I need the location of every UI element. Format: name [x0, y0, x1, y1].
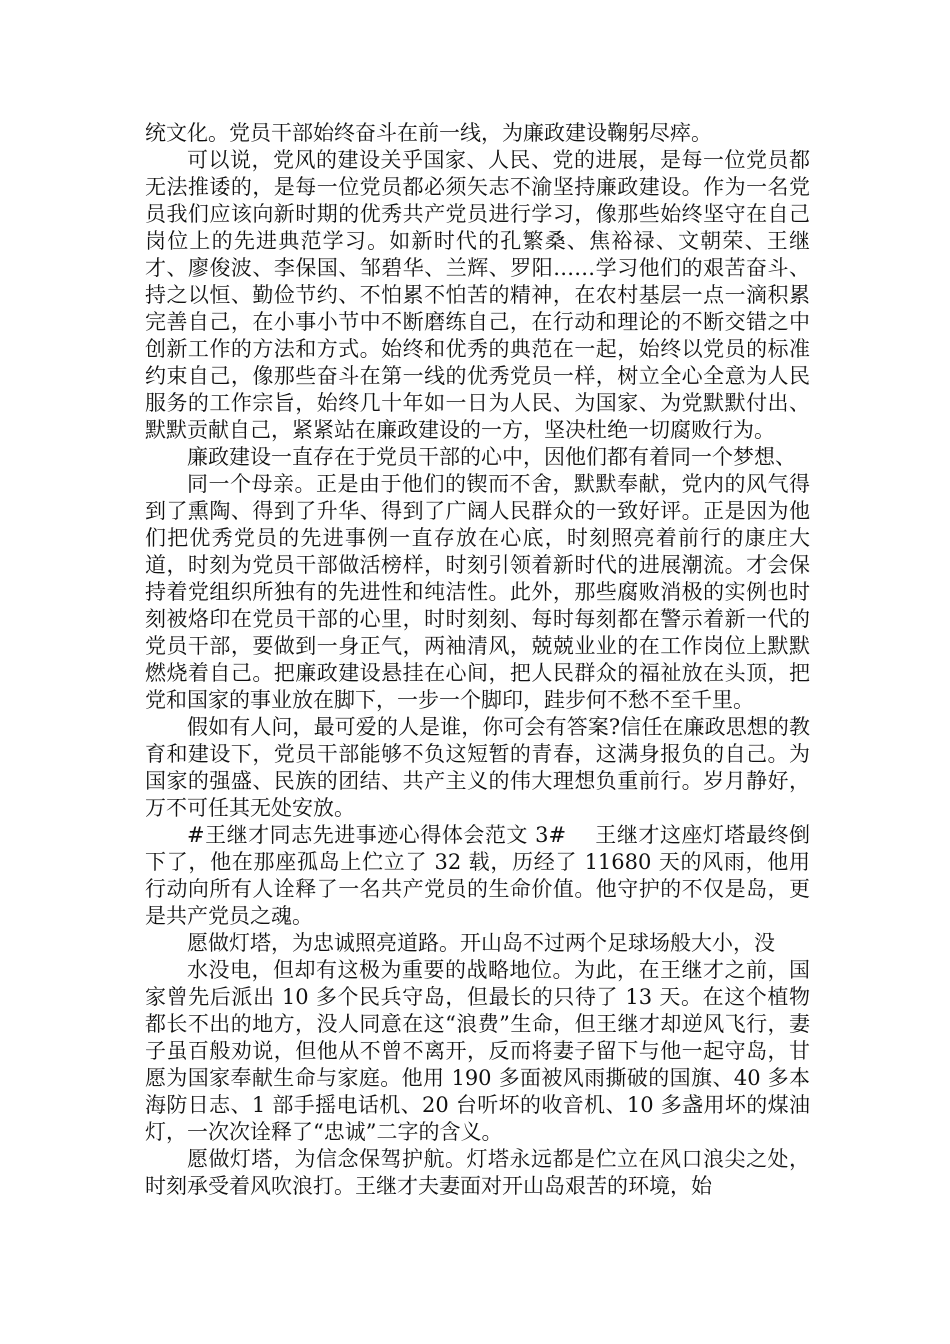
paragraph: #王继才同志先进事迹心得体会范文 3# 王继才这座灯塔最终倒下了，他在那座孤岛上伫立了 32 载，历经了 11680 天的风雨，他用行动向所有人诠释了一名共产党员的生命价值。他守护的不仅是岛，更是共产党员之魂。	[145, 823, 810, 928]
paragraph: 统文化。党员干部始终奋斗在前一线，为廉政建设鞠躬尽瘁。	[145, 121, 712, 145]
paragraph: 廉政建设一直存在于党员干部的心中，因他们都有着同一个梦想、	[187, 445, 796, 469]
paragraph: 愿做灯塔，为忠诚照亮道路。开山岛不过两个足球场般大小，没	[187, 931, 775, 955]
paragraph: 同一个母亲。正是由于他们的锲而不舍，默默奉献，党内的风气得到了熏陶、得到了升华、得到了广阔人民群众的一致好评。正是因为他们把优秀党员的先进事例一直存放在心底，时刻照亮着前行的康庄大道，时刻为党员干部做活榜样，时刻引领着新时代的进展潮流。才会保持着党组织所独有的先进性和纯洁性。此外，那些腐败消极的实例也时刻被烙印在党员干部的心里，时时刻刻、每时每刻都在警示着新一代的党员干部，要做到一身正气，两袖清风，兢兢业业的在工作岗位上默默燃烧着自己。把廉政建设悬挂在心间，把人民群众的福祉放在头顶，把党和国家的事业放在脚下，一步一个脚印，跬步何不愁不至千里。	[145, 472, 810, 712]
paragraph: 假如有人问，最可爱的人是谁，你可会有答案?信任在廉政思想的教育和建设下，党员干部能够不负这短暂的青春，这满身报负的自己。为国家的强盛、民族的团结、共产主义的伟大理想负重前行。岁月静好，万不可任其无处安放。	[145, 715, 810, 820]
paragraph: 水没电，但却有这极为重要的战略地位。为此，在王继才之前，国家曾先后派出 10 多个民兵守岛，但最长的只待了 13 天。在这个植物都长不出的地方，没人同意在这“浪费”生命，但王继才却逆风飞行，妻子虽百般劝说，但他从不曾不离开，反而将妻子留下与他一起守岛，甘愿为国家奉献生命与家庭。他用 190 多面被风雨撕破的国旗、40 多本海防日志、1 部手摇电话机、20 台听坏的收音机、10 多盏用坏的煤油灯，一次次诠释了“忠诚”二字的含义。	[145, 958, 810, 1144]
paragraph: 愿做灯塔，为信念保驾护航。灯塔永远都是伫立在风口浪尖之处，时刻承受着风吹浪打。王继才夫妻面对开山岛艰苦的环境，始	[145, 1147, 810, 1198]
document-body	[145, 120, 810, 1200]
paragraph: 可以说，党风的建设关乎国家、人民、党的进展，是每一位党员都无法推诿的，是每一位党员都必须矢志不渝坚持廉政建设。作为一名党员我们应该向新时期的优秀共产党员进行学习，像那些始终坚守在自己岗位上的先进典范学习。如新时代的孔繁桑、焦裕禄、文朝荣、王继才、廖俊波、李保国、邹碧华、兰辉、罗阳……学习他们的艰苦奋斗、持之以恒、勤俭节约、不怕累不怕苦的精神，在农村基层一点一滴积累完善自己，在小事小节中不断磨练自己，在行动和理论的不断交错之中创新工作的方法和方式。始终和优秀的典范在一起，始终以党员的标准约束自己，像那些奋斗在第一线的优秀党员一样，树立全心全意为人民服务的工作宗旨，始终几十年如一日为人民、为国家、为党默默付出、默默贡献自己，紧紧站在廉政建设的一方，坚决杜绝一切腐败行为。	[145, 148, 810, 442]
